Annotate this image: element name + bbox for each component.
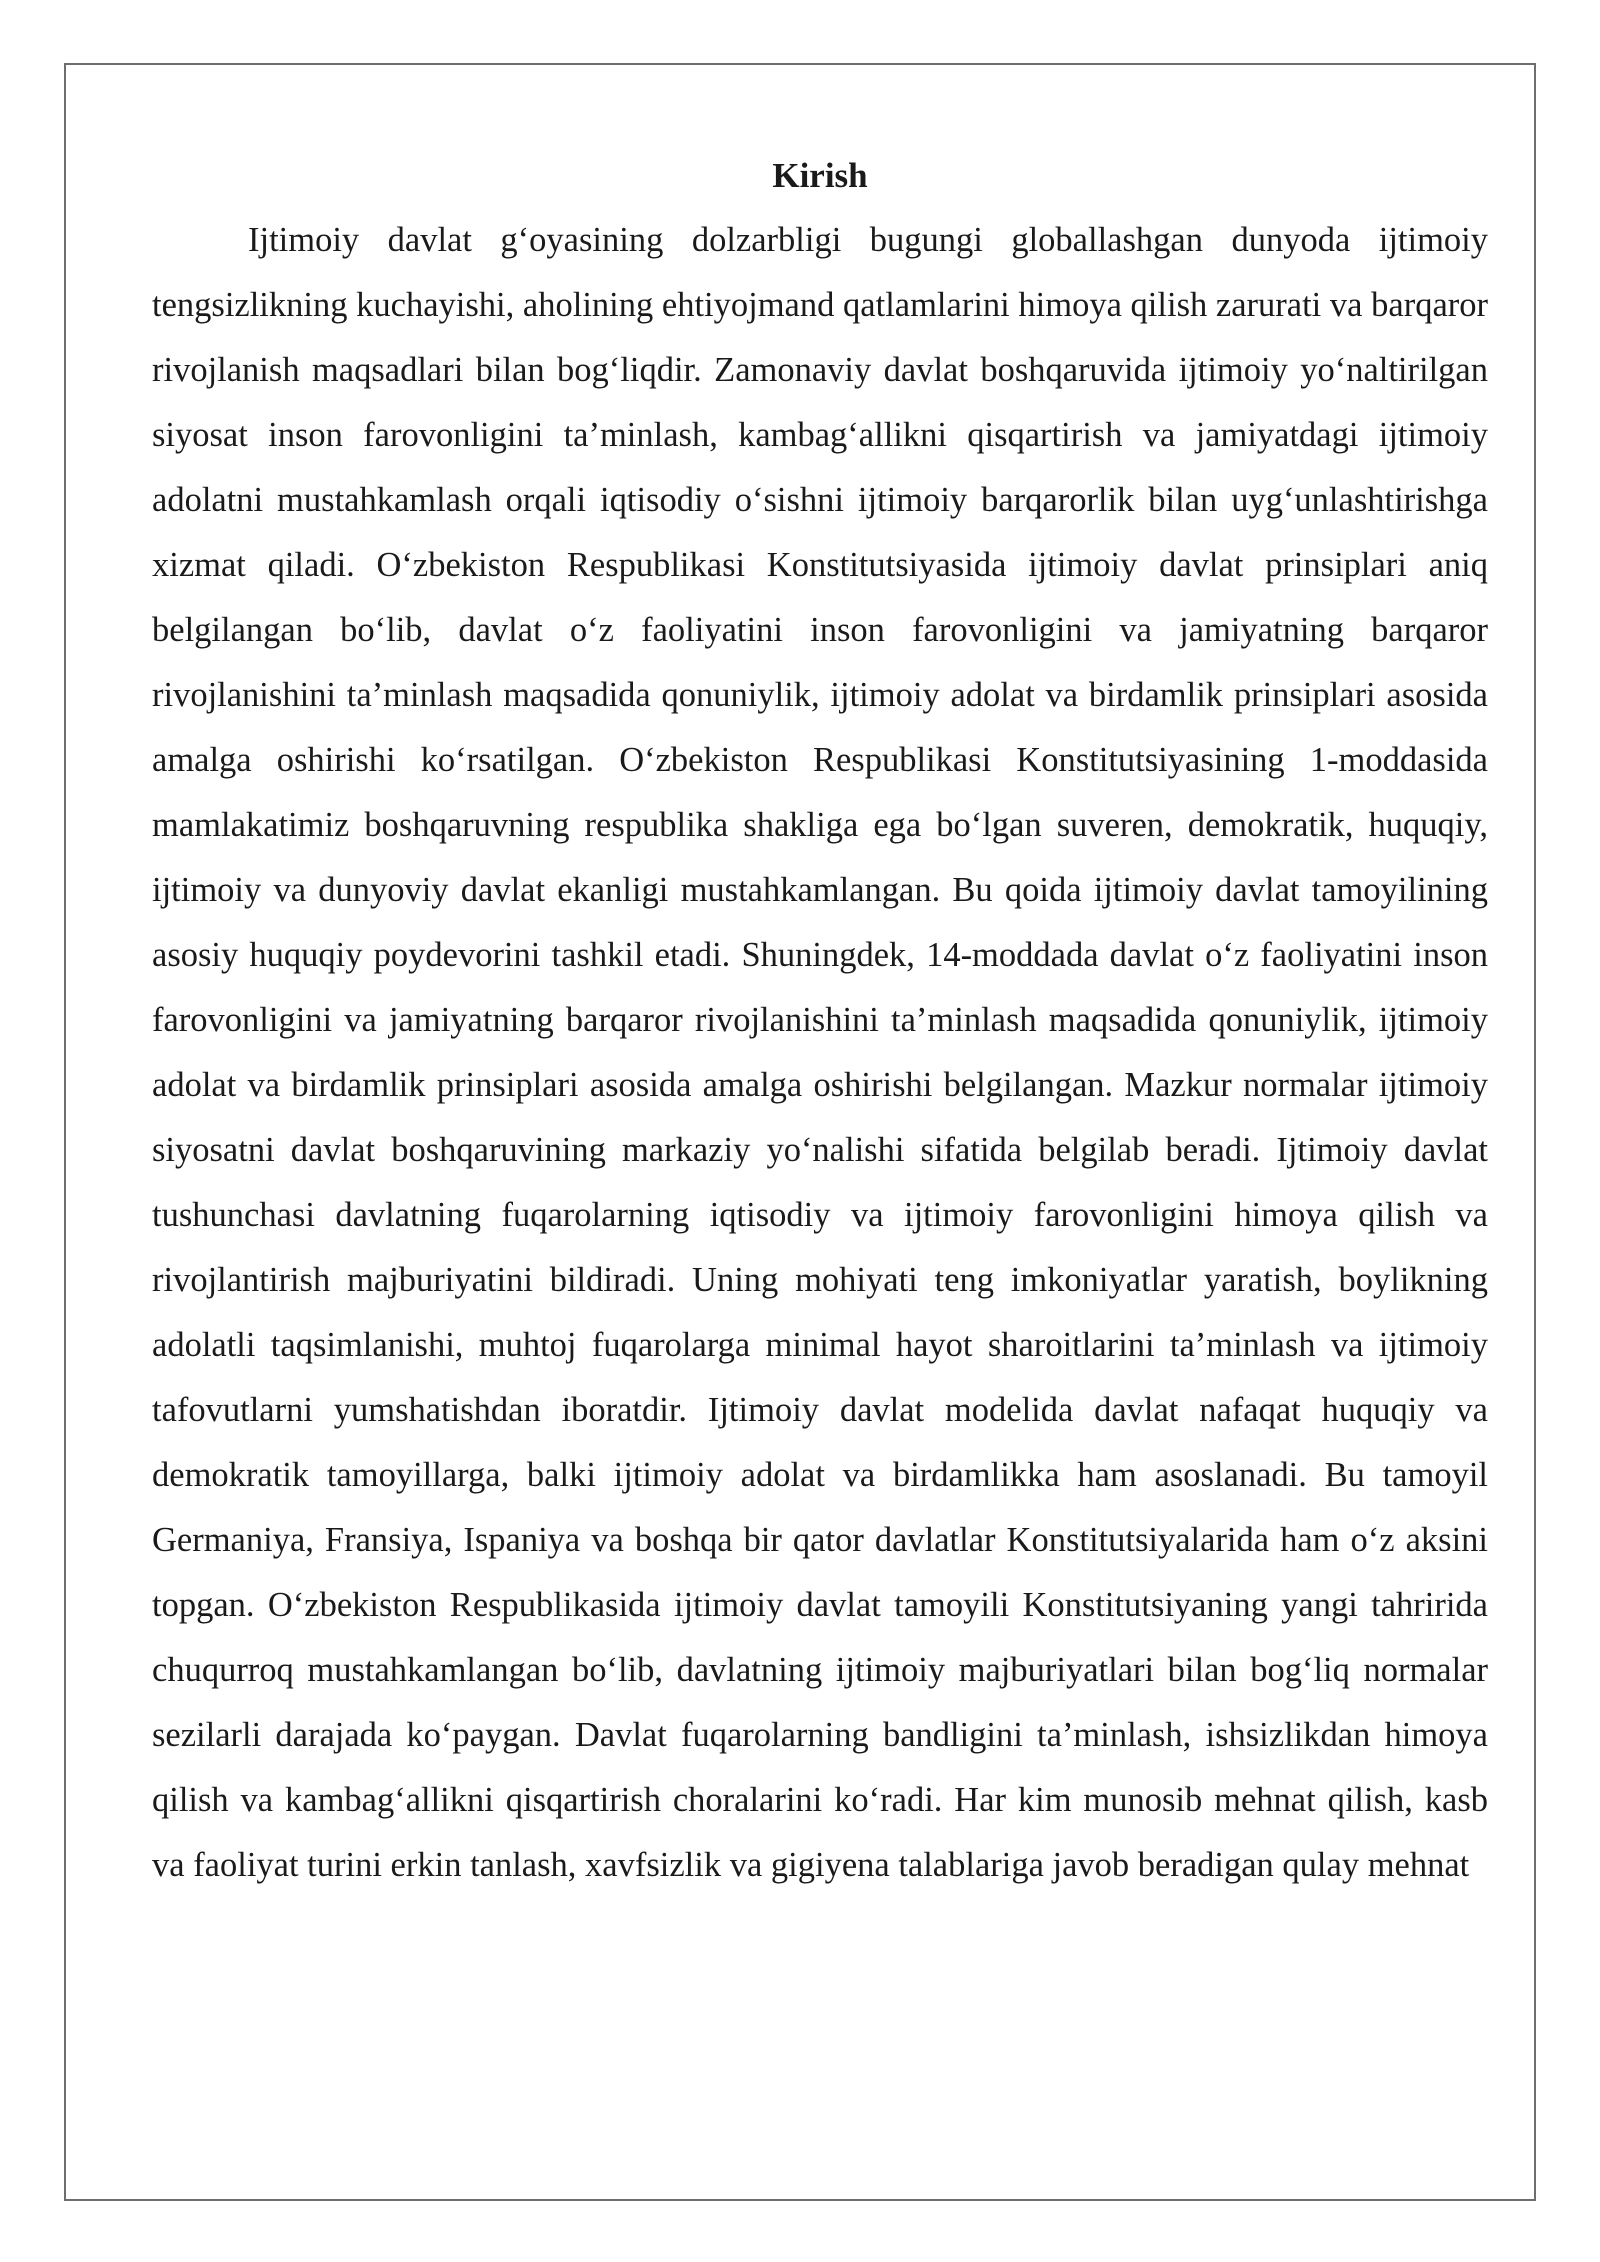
document-body: [152, 144, 1488, 1898]
body-paragraph: Ijtimoiy davlat g‘oyasining dolzarbligi bugungi globallashgan dunyoda ijtimoiy tengsizlikning kuchayishi, aholining ehtiyojmand qatlamlarini himoya qilish zarurati va barqaror rivojlanish maqsadlari bilan bog‘liqdir. Zamonaviy davlat boshqaruvida ijtimoiy yo‘naltirilgan siyosat inson farovonligini ta’minlash, kambag‘allikni qisqartirish va jamiyatdagi ijtimoiy adolatni mustahkamlash orqali iqtisodiy o‘sishni ijtimoiy barqarorlik bilan uyg‘unlashtirishga xizmat qiladi. O‘zbekiston Respublikasi Konstitutsiyasida ijtimoiy davlat prinsiplari aniq belgilangan bo‘lib, davlat o‘z faoliyatini inson farovonligini va jamiyatning barqaror rivojlanishini ta’minlash maqsadida qonuniylik, ijtimoiy adolat va birdamlik prinsiplari asosida amalga oshirishi ko‘rsatilgan. O‘zbekiston Respublikasi Konstitutsiyasining 1-moddasida mamlakatimiz boshqaruvning respublika shakliga ega bo‘lgan suveren, demokratik, huquqiy, ijtimoiy va dunyoviy davlat ekanligi mustahkamlangan. Bu qoida ijtimoiy davlat tamoyilining asosiy huquqiy poydevorini tashkil etadi. Shuningdek, 14-moddada davlat o‘z faoliyatini inson farovonligini va jamiyatning barqaror rivojlanishini ta’minlash maqsadida qonuniylik, ijtimoiy adolat va birdamlik prinsiplari asosida amalga oshirishi belgilangan. Mazkur normalar ijtimoiy siyosatni davlat boshqaruvining markaziy yo‘nalishi sifatida belgilab beradi. Ijtimoiy davlat tushunchasi davlatning fuqarolarning iqtisodiy va ijtimoiy farovonligini himoya qilish va rivojlantirish majburiyatini bildiradi. Uning mohiyati teng imkoniyatlar yaratish, boylikning adolatli taqsimlanishi, muhtoj fuqarolarga minimal hayot sharoitlarini ta’minlash va ijtimoiy tafovutlarni yumshatishdan iboratdir. Ijtimoiy davlat modelida davlat nafaqat huquqiy va demokratik tamoyillarga, balki ijtimoiy adolat va birdamlikka ham asoslanadi. Bu tamoyil Germaniya, Fransiya, Ispaniya va boshqa bir qator davlatlar Konstitutsiyalarida ham o‘z aksini topgan. O‘zbekiston Respublikasida ijtimoiy davlat tamoyili Konstitutsiyaning yangi tahririda chuqurroq mustahkamlangan bo‘lib, davlatning ijtimoiy majburiyatlari bilan bog‘liq normalar sezilarli darajada ko‘paygan. Davlat fuqarolarning bandligini ta’minlash, ishsizlikdan himoya qilish va kambag‘allikni qisqartirish choralarini ko‘radi. Har kim munosib mehnat qilish, kasb va faoliyat turini erkin tanlash, xavfsizlik va gigiyena talablariga javob beradigan qulay mehnat: [152, 221, 1488, 1884]
document-title: Kirish: [772, 156, 868, 195]
